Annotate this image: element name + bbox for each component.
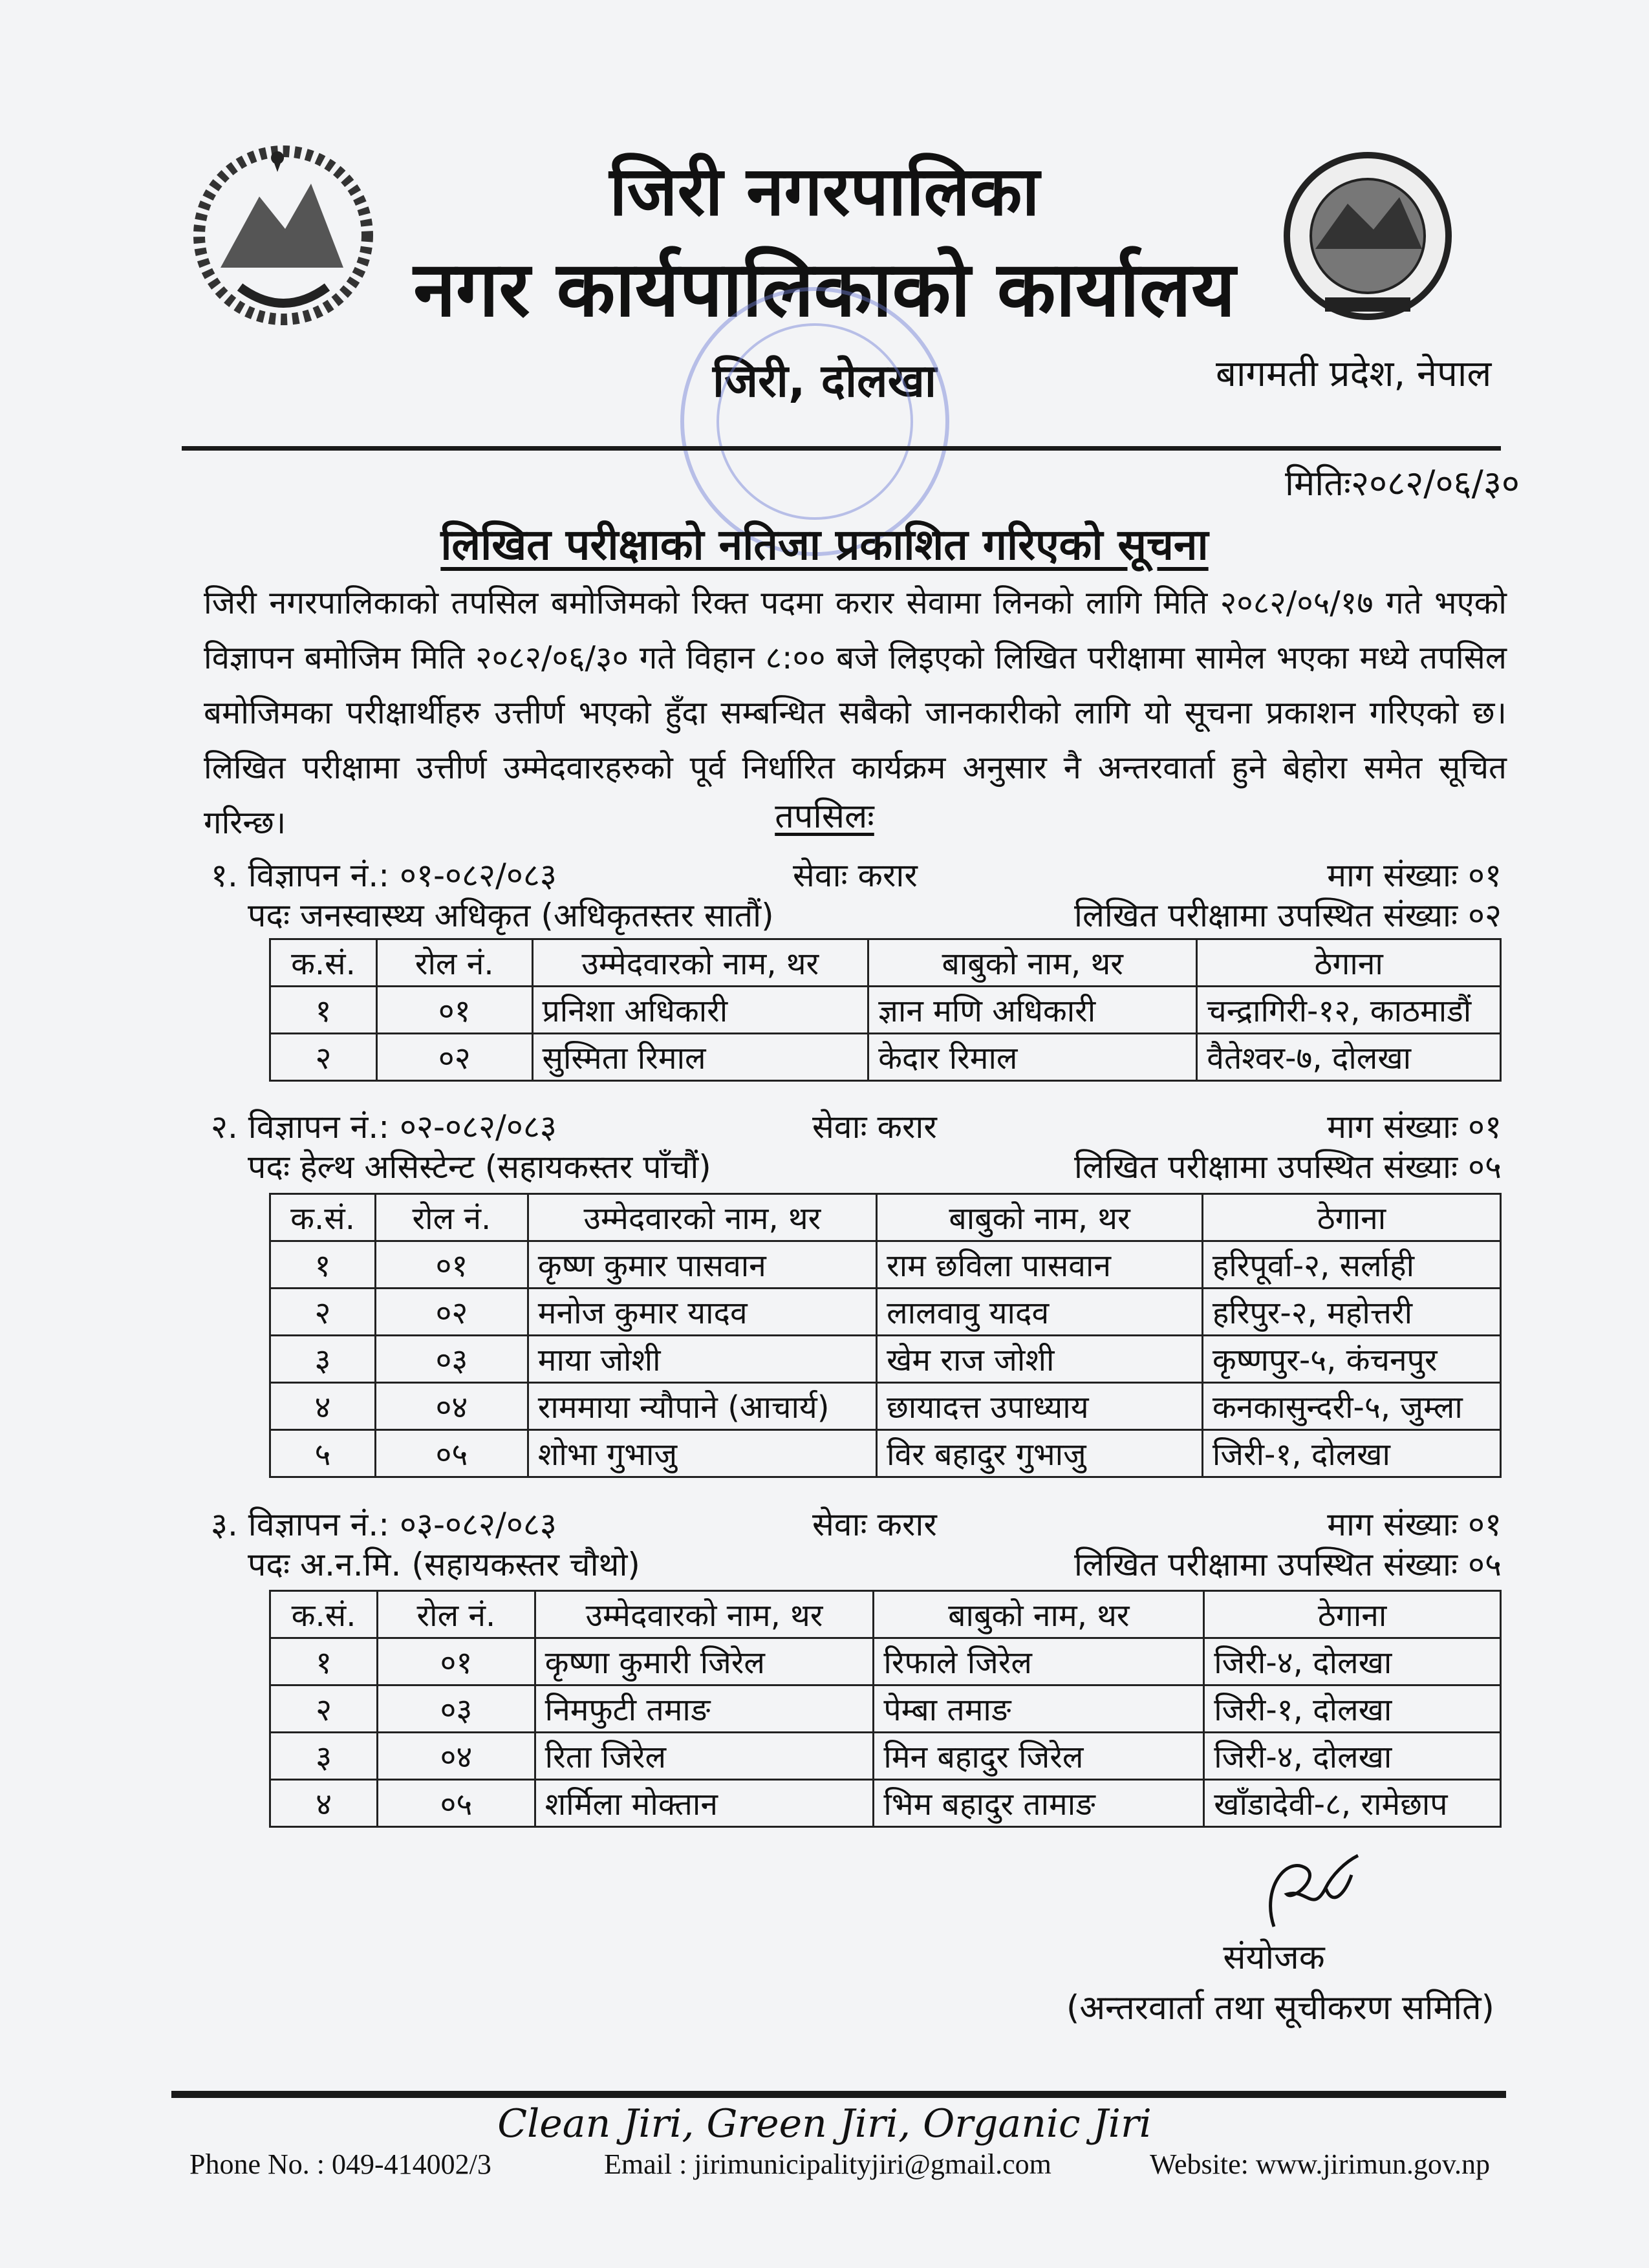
table-header-row <box>270 1591 1501 1638</box>
tapsil-text: तपसिलः <box>775 797 874 836</box>
committee-name: (अन्तरवार्ता तथा सूचीकरण समिति) <box>1066 1989 1494 2027</box>
roll-number: ०३ <box>378 1685 535 1733</box>
section-2 <box>211 1104 1502 1184</box>
adv-number: २. विज्ञापन नं.: ०२-०८२/०८३ <box>211 1108 557 1146</box>
present-count: लिखित परीक्षामा उपस्थित संख्याः ०२ <box>1074 897 1502 934</box>
address: खाँडादेवी-८, रामेछाप <box>1204 1780 1501 1827</box>
footer-divider <box>171 2091 1506 2098</box>
jiri-municipality-logo <box>1244 145 1491 336</box>
roll-number: ०५ <box>378 1780 535 1827</box>
office-name: नगर कार्यपालिकाको कार्यालय <box>413 244 1236 334</box>
roll-number: ०१ <box>376 987 532 1034</box>
roll-number: ०३ <box>376 1336 528 1383</box>
column-header: ठेगाना <box>1197 939 1501 987</box>
father-name: ज्ञान मणि अधिकारी <box>868 987 1197 1034</box>
section-3 <box>211 1501 1502 1581</box>
serial-number: ४ <box>270 1780 378 1827</box>
notice-date: मितिः२०८२/०६/३० <box>1285 463 1520 504</box>
address: हरिपुर-२, महोत्तरी <box>1202 1289 1500 1336</box>
roll-number: ०१ <box>378 1638 535 1685</box>
demand-count: माग संख्याः ०१ <box>1327 1108 1502 1146</box>
table-row <box>270 987 1501 1034</box>
table-row <box>270 1383 1501 1430</box>
results-table-1 <box>269 938 1502 1082</box>
results-table-2 <box>269 1193 1502 1478</box>
adv-number: १. विज्ञापन नं.: ०१-०८२/०८३ <box>211 857 557 894</box>
table-row <box>270 1241 1501 1289</box>
father-name: खेम राज जोशी <box>877 1336 1203 1383</box>
serial-number: १ <box>270 987 377 1034</box>
address: चन्द्रागिरी-१२, काठमाडौं <box>1197 987 1501 1034</box>
candidate-name: रिता जिरेल <box>535 1733 874 1780</box>
table-row <box>270 1733 1501 1780</box>
table-row <box>270 1034 1501 1081</box>
column-header: बाबुको नाम, थर <box>868 939 1197 987</box>
table-row <box>270 1780 1501 1827</box>
address: जिरी-४, दोलखा <box>1204 1733 1501 1780</box>
father-name: रिफाले जिरेल <box>874 1638 1204 1685</box>
footer-slogan: Clean Jiri, Green Jiri, Organic Jiri <box>497 2101 1152 2146</box>
service-type: सेवाः करार <box>812 1506 937 1543</box>
adv-number: ३. विज्ञापन नं.: ०३-०८२/०८३ <box>211 1506 557 1543</box>
address: कृष्णपुर-५, कंचनपुर <box>1202 1336 1500 1383</box>
candidate-name: प्रनिशा अधिकारी <box>532 987 868 1034</box>
serial-number: ३ <box>270 1733 378 1780</box>
office-location: जिरी, दोलखा <box>713 354 936 407</box>
notice-title <box>0 514 1649 572</box>
handwritten-signature <box>1248 1849 1371 1933</box>
table-row <box>270 1685 1501 1733</box>
roll-number: ०२ <box>376 1034 532 1081</box>
column-header: रोल नं. <box>378 1591 535 1638</box>
column-header: उम्मेदवारको नाम, थर <box>528 1194 876 1241</box>
service-type: सेवाः करार <box>812 1108 937 1146</box>
roll-number: ०१ <box>376 1241 528 1289</box>
header-divider <box>182 446 1501 451</box>
serial-number: २ <box>270 1685 378 1733</box>
father-name: छायादत्त उपाध्याय <box>877 1383 1203 1430</box>
table-row <box>270 1336 1501 1383</box>
footer-email[interactable]: Email : jirimunicipalityjiri@gmail.com <box>604 2148 1051 2180</box>
father-name: भिम बहादुर तामाङ <box>874 1780 1204 1827</box>
candidate-name: कृष्ण कुमार पासवान <box>528 1241 876 1289</box>
column-header: उम्मेदवारको नाम, थर <box>535 1591 874 1638</box>
demand-count: माग संख्याः ०१ <box>1327 857 1502 894</box>
father-name: मिन बहादुर जिरेल <box>874 1733 1204 1780</box>
column-header: ठेगाना <box>1204 1591 1501 1638</box>
post-name: पदः अ.न.मि. (सहायकस्तर चौथो) <box>248 1546 640 1583</box>
column-header: ठेगाना <box>1202 1194 1500 1241</box>
column-header: क.सं. <box>270 939 377 987</box>
candidate-name: मनोज कुमार यादव <box>528 1289 876 1336</box>
province-text: बागमती प्रदेश, नेपाल <box>1216 353 1492 395</box>
father-name: पेम्बा तमाङ <box>874 1685 1204 1733</box>
serial-number: १ <box>270 1241 376 1289</box>
serial-number: १ <box>270 1638 378 1685</box>
service-type: सेवाः करार <box>793 857 918 894</box>
post-name: पदः जनस्वास्थ्य अधिकृत (अधिकृतस्तर सातौं) <box>248 897 774 934</box>
section-1 <box>211 852 1502 932</box>
serial-number: २ <box>270 1034 377 1081</box>
address: हरिपूर्वा-२, सर्लाही <box>1202 1241 1500 1289</box>
candidate-name: माया जोशी <box>528 1336 876 1383</box>
father-name: विर बहादुर गुभाजु <box>877 1430 1203 1477</box>
column-header: उम्मेदवारको नाम, थर <box>532 939 868 987</box>
candidate-name: शर्मिला मोक्तान <box>535 1780 874 1827</box>
column-header: क.सं. <box>270 1591 378 1638</box>
serial-number: ३ <box>270 1336 376 1383</box>
footer-phone: Phone No. : 049-414002/3 <box>189 2148 491 2180</box>
column-header: रोल नं. <box>376 939 532 987</box>
father-name: केदार रिमाल <box>868 1034 1197 1081</box>
address: जिरी-४, दोलखा <box>1204 1638 1501 1685</box>
serial-number: ५ <box>270 1430 376 1477</box>
address: कनकासुन्दरी-५, जुम्ला <box>1202 1383 1500 1430</box>
father-name: लालवावु यादव <box>877 1289 1203 1336</box>
candidate-name: शोभा गुभाजु <box>528 1430 876 1477</box>
results-table-3 <box>269 1590 1502 1828</box>
table-header-row <box>270 1194 1501 1241</box>
present-count: लिखित परीक्षामा उपस्थित संख्याः ०५ <box>1074 1148 1502 1186</box>
roll-number: ०४ <box>376 1383 528 1430</box>
father-name: राम छविला पासवान <box>877 1241 1203 1289</box>
serial-number: २ <box>270 1289 376 1336</box>
present-count: लिखित परीक्षामा उपस्थित संख्याः ०५ <box>1074 1546 1502 1583</box>
table-row <box>270 1638 1501 1685</box>
table-row <box>270 1289 1501 1336</box>
tapsil-heading <box>0 792 1649 838</box>
notice-title-text: लिखित परीक्षाको नतिजा प्रकाशित गरिएको सूचना <box>440 520 1209 570</box>
signatory-role: संयोजक <box>1223 1938 1325 1977</box>
roll-number: ०४ <box>378 1733 535 1780</box>
notice-body: जिरी नगरपालिकाको तपसिल बमोजिमको रिक्त पदमा करार सेवामा लिनको लागि मिति २०८२/०५/१७ गते भएको विज्ञापन बमोजिम मिति २०८२/०६/३० गते विहान ८:०० बजे लिइएको लिखित परीक्षामा सामेल भएका मध्ये तपसिल बमोजिमका परीक्षार्थीहरु उत्तीर्ण भएको हुँदा सम्बन्धित सबैको जानकारीको लागि यो सूचना प्रकाशन गरिएको छ।लिखित परीक्षामा उत्तीर्ण उम्मेदवारहरुको पूर्व निर्धारित कार्यक्रम अनुसार नै अन्तरवार्ता हुने बेहोरा समेत सूचित गरिन्छ। <box>204 584 1507 841</box>
candidate-name: कृष्णा कुमारी जिरेल <box>535 1638 874 1685</box>
column-header: रोल नं. <box>376 1194 528 1241</box>
roll-number: ०२ <box>376 1289 528 1336</box>
table-header-row <box>270 939 1501 987</box>
column-header: बाबुको नाम, थर <box>874 1591 1204 1638</box>
candidate-name: राममाया न्यौपाने (आचार्य) <box>528 1383 876 1430</box>
candidate-name: निमफुटी तमाङ <box>535 1685 874 1733</box>
municipality-name: जिरी नगरपालिका <box>609 152 1040 231</box>
column-header: बाबुको नाम, थर <box>877 1194 1203 1241</box>
post-name: पदः हेल्थ असिस्टेन्ट (सहायकस्तर पाँचौं) <box>248 1148 711 1186</box>
column-header: क.सं. <box>270 1194 376 1241</box>
roll-number: ०५ <box>376 1430 528 1477</box>
address: जिरी-१, दोलखा <box>1204 1685 1501 1733</box>
address: वैतेश्वर-७, दोलखा <box>1197 1034 1501 1081</box>
candidate-name: सुस्मिता रिमाल <box>532 1034 868 1081</box>
footer-website[interactable]: Website: www.jirimun.gov.np <box>1150 2148 1491 2180</box>
serial-number: ४ <box>270 1383 376 1430</box>
address: जिरी-१, दोलखा <box>1202 1430 1500 1477</box>
table-row <box>270 1430 1501 1477</box>
demand-count: माग संख्याः ०१ <box>1327 1506 1502 1543</box>
